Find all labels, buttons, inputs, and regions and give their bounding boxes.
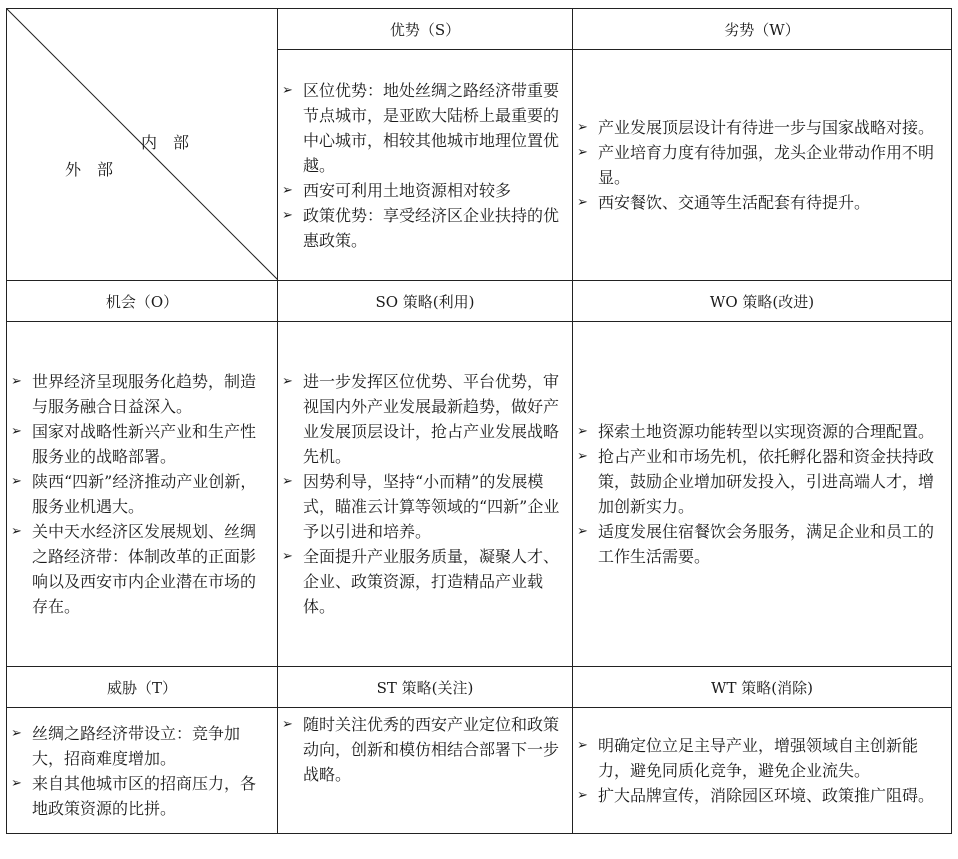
- arrowhead-bullet-icon: ➢: [282, 549, 293, 564]
- threats-item: [10, 771, 271, 821]
- header-row-middle: [7, 281, 952, 322]
- wt-item-text: 扩大品牌宣传，消除园区环境、政策推广阻碍。: [598, 786, 935, 805]
- arrowhead-bullet-icon: ➢: [282, 207, 293, 223]
- arrowhead-bullet-icon: ➢: [577, 195, 588, 210]
- arrowhead-bullet-icon: ➢: [11, 725, 22, 741]
- so-list: [278, 369, 572, 619]
- arrowhead-bullet-icon: ➢: [282, 182, 293, 198]
- arrowhead-bullet-icon: ➢: [11, 775, 22, 791]
- weaknesses-cell: [573, 50, 952, 281]
- swot-matrix-table: [6, 8, 952, 834]
- weaknesses-item: [576, 115, 945, 140]
- header-strengths: 优势（S）: [278, 9, 573, 50]
- strengths-item: [281, 178, 566, 203]
- so-cell: [278, 322, 573, 667]
- arrowhead-bullet-icon: ➢: [577, 449, 588, 464]
- opportunities-item-text: 世界经济呈现服务化趋势，制造与服务融合日益深入。: [32, 372, 257, 416]
- threats-list: [7, 721, 277, 821]
- weaknesses-item: [576, 190, 945, 215]
- st-item: [281, 712, 566, 787]
- so-item-text: 进一步发挥区位优势、平台优势，审视国内外产业发展最新趋势，做好产业发展顶层设计，抢占产业发展战略先机。: [303, 372, 560, 466]
- wo-item: [576, 519, 945, 569]
- wo-item-text: 适度发展住宿餐饮会务服务，满足企业和员工的工作生活需要。: [598, 522, 935, 566]
- wo-item-text: 探索土地资源功能转型以实现资源的合理配置。: [598, 422, 935, 441]
- opportunities-item-text: 陕西“四新”经济推动产业创新，服务业机遇大。: [32, 472, 257, 516]
- opportunities-list: [7, 369, 277, 619]
- weaknesses-list: [573, 115, 951, 215]
- wo-list: [573, 419, 951, 569]
- arrowhead-bullet-icon: ➢: [282, 374, 293, 389]
- arrowhead-bullet-icon: ➢: [577, 145, 588, 160]
- threats-item-text: 丝绸之路经济带设立：竞争加大，招商难度增加。: [32, 723, 241, 768]
- arrowhead-bullet-icon: ➢: [11, 374, 22, 389]
- header-opportunities: 机会（O）: [7, 281, 278, 322]
- arrowhead-bullet-icon: ➢: [577, 524, 588, 539]
- header-st: ST 策略(关注): [278, 667, 573, 708]
- arrowhead-bullet-icon: ➢: [11, 424, 22, 439]
- arrowhead-bullet-icon: ➢: [11, 474, 22, 489]
- corner-diagonal: [7, 9, 277, 280]
- strengths-cell: [278, 50, 573, 281]
- st-cell: [278, 708, 573, 834]
- header-wt: WT 策略(消除): [573, 667, 952, 708]
- header-threats: 威胁（T）: [7, 667, 278, 708]
- so-item: [281, 544, 566, 619]
- strengths-item: [281, 203, 566, 253]
- header-so: SO 策略(利用): [278, 281, 573, 322]
- row-opportunities: [7, 322, 952, 667]
- strengths-item-text: 区位优势：地处丝绸之路经济带重要节点城市，是亚欧大陆桥上最重要的中心城市，相较其他城市地理位置优越。: [303, 80, 560, 175]
- so-item: [281, 469, 566, 544]
- opportunities-item-text: 关中天水经济区发展规划、丝绸之路经济带：体制改革的正面影响以及西安市内企业潜在市场的存在。: [32, 522, 257, 616]
- opportunities-item: [10, 419, 271, 469]
- header-wo: WO 策略(改进): [573, 281, 952, 322]
- st-item-text: 随时关注优秀的西安产业定位和政策动向，创新和模仿相结合部署下一步战略。: [303, 715, 560, 784]
- threats-item-text: 来自其他城市区的招商压力，各地政策资源的比拼。: [32, 773, 257, 818]
- arrowhead-bullet-icon: ➢: [282, 82, 293, 98]
- outer-label: 外 部: [65, 160, 114, 179]
- arrowhead-bullet-icon: ➢: [577, 738, 588, 753]
- threats-cell: [7, 708, 278, 834]
- arrowhead-bullet-icon: ➢: [577, 424, 588, 439]
- header-row-top: [7, 9, 952, 50]
- strengths-item-text: 西安可利用土地资源相对较多: [303, 180, 512, 200]
- strengths-item: [281, 78, 566, 178]
- header-weaknesses: 劣势（W）: [573, 9, 952, 50]
- wo-item-text: 抢占产业和市场先机，依托孵化器和资金扶持政策，鼓励企业增加研发投入，引进高端人才，增加创新实力。: [598, 447, 935, 516]
- arrowhead-bullet-icon: ➢: [11, 524, 22, 539]
- threats-item: [10, 721, 271, 771]
- wt-item: [576, 783, 945, 808]
- inner-label: 内 部: [141, 133, 190, 152]
- weaknesses-item: [576, 140, 945, 190]
- wo-item: [576, 419, 945, 444]
- opportunities-item: [10, 369, 271, 419]
- opportunities-item: [10, 469, 271, 519]
- weaknesses-item-text: 西安餐饮、交通等生活配套有待提升。: [598, 193, 871, 212]
- wo-cell: [573, 322, 952, 667]
- arrowhead-bullet-icon: ➢: [282, 474, 293, 489]
- wt-list: [573, 733, 951, 808]
- strengths-item-text: 政策优势：享受经济区企业扶持的优惠政策。: [303, 205, 560, 250]
- strengths-list: [278, 78, 572, 253]
- opportunities-item: [10, 519, 271, 619]
- weaknesses-item-text: 产业培育力度有待加强，龙头企业带动作用不明显。: [598, 143, 935, 187]
- header-row-bottom: [7, 667, 952, 708]
- corner-cell: [7, 9, 278, 281]
- row-threats: [7, 708, 952, 834]
- wo-item: [576, 444, 945, 519]
- so-item-text: 因势利导，坚持“小而精”的发展模式，瞄准云计算等领域的“四新”企业予以引进和培养。: [303, 472, 560, 541]
- st-list: [278, 712, 572, 787]
- opportunities-item-text: 国家对战略性新兴产业和生产性服务业的战略部署。: [32, 422, 257, 466]
- wt-item-text: 明确定位立足主导产业，增强领域自主创新能力，避免同质化竞争，避免企业流失。: [598, 736, 919, 780]
- so-item: [281, 369, 566, 469]
- wt-item: [576, 733, 945, 783]
- arrowhead-bullet-icon: ➢: [577, 788, 588, 803]
- wt-cell: [573, 708, 952, 834]
- arrowhead-bullet-icon: ➢: [577, 120, 588, 135]
- arrowhead-bullet-icon: ➢: [282, 717, 293, 732]
- so-item-text: 全面提升产业服务质量，凝聚人才、企业、政策资源，打造精品产业载体。: [303, 547, 560, 616]
- opportunities-cell: [7, 322, 278, 667]
- weaknesses-item-text: 产业发展顶层设计有待进一步与国家战略对接。: [598, 118, 935, 137]
